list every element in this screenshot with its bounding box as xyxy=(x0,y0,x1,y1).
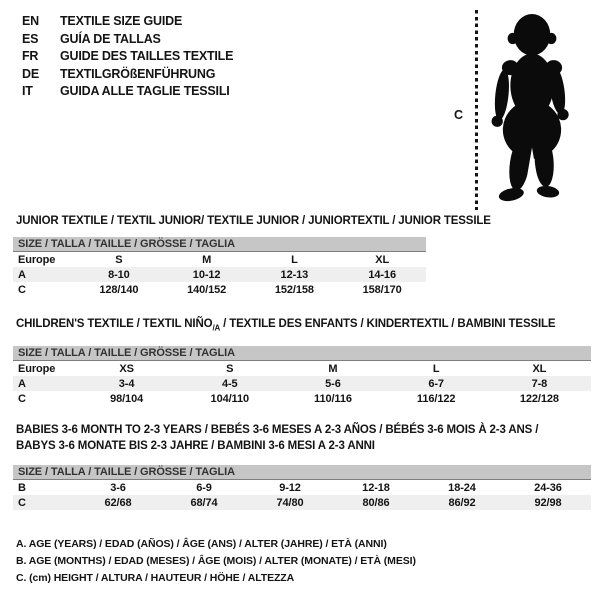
size-cell: 110/116 xyxy=(314,392,352,405)
table-row xyxy=(13,391,591,406)
language-title-block xyxy=(22,13,233,101)
table-row xyxy=(13,282,426,297)
table-row xyxy=(13,267,426,282)
size-cell: 24-36 xyxy=(534,481,562,494)
baby-silhouette-icon xyxy=(485,8,579,210)
row-label: A xyxy=(18,268,26,281)
measure-legend xyxy=(16,536,416,588)
table-row xyxy=(13,495,591,510)
table-row xyxy=(13,252,426,268)
size-cell: 92/98 xyxy=(534,496,562,509)
size-cell: 8-10 xyxy=(108,268,130,281)
language-row xyxy=(22,48,233,66)
section-title-junior: JUNIOR TEXTILE / TEXTIL JUNIOR/ TEXTILE JUNIOR / JUNIORTEXTIL / JUNIOR TESSILE xyxy=(16,215,491,227)
section-title-babies xyxy=(16,422,576,454)
section-title-children xyxy=(16,318,555,332)
size-cell: 10-12 xyxy=(192,268,221,281)
baby-figure-area xyxy=(448,6,596,214)
table-row xyxy=(13,361,591,377)
language-code: DE xyxy=(22,66,39,81)
row-label: A xyxy=(18,377,26,390)
size-cell: S xyxy=(226,362,234,375)
size-cell: M xyxy=(328,362,338,375)
language-row xyxy=(22,13,233,31)
row-label: Europe xyxy=(18,253,56,266)
size-cell: L xyxy=(432,362,440,375)
size-cell: 104/110 xyxy=(210,392,250,405)
language-title: GUIDA ALLE TAGLIE TESSILI xyxy=(60,84,230,98)
size-cell: 74/80 xyxy=(276,496,304,509)
size-cell: 122/128 xyxy=(519,392,559,405)
size-cell: 12-13 xyxy=(280,268,309,281)
size-cell: 128/140 xyxy=(99,283,139,296)
table-header-bar: SIZE / TALLA / TAILLE / GRÖSSE / TAGLIA xyxy=(13,237,426,252)
language-code: ES xyxy=(22,31,39,46)
size-cell: XL xyxy=(532,362,547,375)
size-cell: 152/158 xyxy=(274,283,314,296)
size-cell: 3-6 xyxy=(110,481,126,494)
row-label: B xyxy=(18,481,26,494)
legend-line-a: A. AGE (YEARS) / EDAD (AÑOS) / ÂGE (ANS) / ALTER (JAHRE) / ETÀ (ANNI) xyxy=(16,538,387,550)
size-cell: 12-18 xyxy=(362,481,390,494)
size-cell: 9-12 xyxy=(279,481,301,494)
size-cell: 116/122 xyxy=(416,392,456,405)
size-cell: 6-9 xyxy=(196,481,212,494)
section-title-children-post: / TEXTILE DES ENFANTS / KINDERTEXTIL / BAMBINI TESSILE xyxy=(220,318,556,330)
section-title-babies-line1: BABIES 3-6 MONTH TO 2-3 YEARS / BEBÉS 3-6 MESES A 2-3 AÑOS / BÉBÉS 3-6 MOIS À 2-3 ANS / xyxy=(16,424,539,436)
junior-size-table xyxy=(13,237,426,297)
size-cell: 18-24 xyxy=(448,481,476,494)
size-cell: 68/74 xyxy=(190,496,218,509)
language-title: TEXTILGRÖßENFÜHRUNG xyxy=(60,66,216,81)
section-title-children-pre: CHILDREN'S TEXTILE / TEXTIL NIÑO xyxy=(16,318,213,330)
size-cell: L xyxy=(291,253,298,266)
section-title-children-subscript: /A xyxy=(212,323,221,333)
children-size-table xyxy=(13,346,591,406)
table-header-bar: SIZE / TALLA / TAILLE / GRÖSSE / TAGLIA xyxy=(13,465,591,480)
language-row xyxy=(22,66,233,84)
babies-size-table xyxy=(13,465,591,510)
size-cell: 140/152 xyxy=(187,283,227,296)
language-row xyxy=(22,31,233,49)
language-code: EN xyxy=(22,14,39,28)
height-measure-label: C xyxy=(454,108,464,122)
legend-line-b: B. AGE (MONTHS) / EDAD (MESES) / ÂGE (MOIS) / ALTER (MONATE) / ETÀ (MESI) xyxy=(16,555,416,568)
size-cell: 62/68 xyxy=(104,496,132,509)
row-label: C xyxy=(18,392,26,405)
size-cell: XS xyxy=(119,362,134,375)
language-code: FR xyxy=(22,49,39,63)
language-row xyxy=(22,83,233,101)
row-label: C xyxy=(18,496,26,509)
size-cell: 4-5 xyxy=(221,377,238,390)
language-code: IT xyxy=(22,84,33,98)
row-label: C xyxy=(18,283,26,296)
size-cell: 98/104 xyxy=(110,392,144,405)
height-dashed-line xyxy=(475,10,478,210)
row-label: Europe xyxy=(18,362,56,375)
size-cell: S xyxy=(115,253,123,266)
size-cell: 3-4 xyxy=(118,377,135,390)
size-cell: 158/170 xyxy=(362,283,402,296)
size-cell: 7-8 xyxy=(531,377,548,390)
size-cell: 80/86 xyxy=(362,496,390,509)
table-row xyxy=(13,376,591,391)
size-cell: 6-7 xyxy=(428,377,444,390)
language-title: GUIDE DES TAILLES TEXTILE xyxy=(60,49,234,63)
table-row xyxy=(13,480,591,496)
size-cell: 5-6 xyxy=(325,377,341,390)
size-cell: 14-16 xyxy=(368,268,396,281)
language-title: TEXTILE SIZE GUIDE xyxy=(60,14,183,28)
table-header-bar: SIZE / TALLA / TAILLE / GRÖSSE / TAGLIA xyxy=(13,346,591,361)
size-cell: XL xyxy=(375,253,390,266)
language-title: GUÍA DE TALLAS xyxy=(60,31,161,46)
legend-line-c: C. (cm) HEIGHT / ALTURA / HAUTEUR / HÖHE / ALTEZZA xyxy=(16,572,295,585)
section-title-babies-line2: BABYS 3-6 MONATE BIS 2-3 JAHRE / BAMBINI 3-6 MESI A 2-3 ANNI xyxy=(16,440,375,452)
size-cell: M xyxy=(202,253,212,266)
size-cell: 86/92 xyxy=(448,496,476,509)
